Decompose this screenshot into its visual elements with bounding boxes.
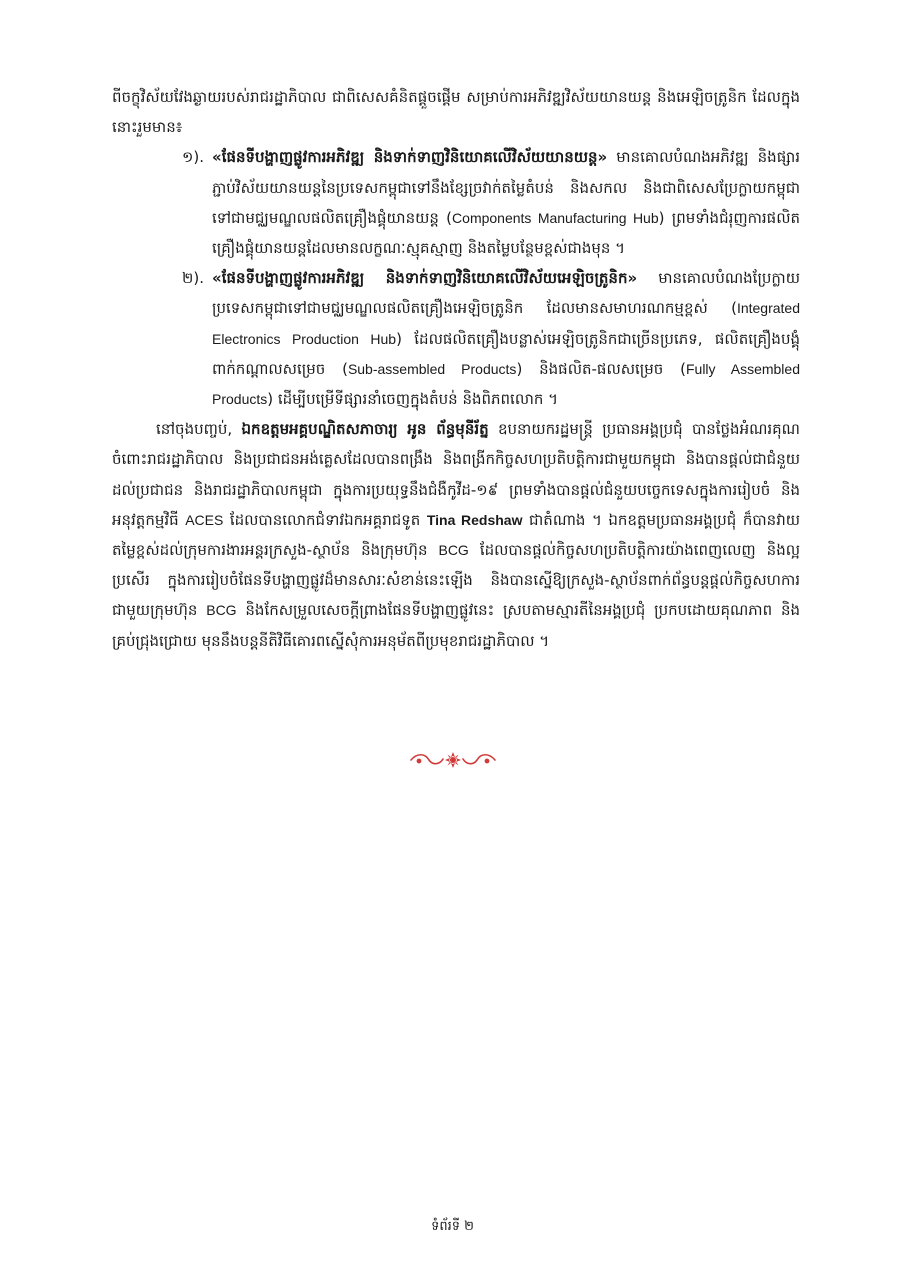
- latin-term: BCG: [438, 542, 469, 559]
- list-item-text: [212, 142, 800, 263]
- text-run: នៅចុងបញ្ចប់,: [156, 420, 242, 439]
- roadmap-title: «ផែនទីបង្ហាញផ្លូវការអភិវឌ្ឍ និងទាក់ទាញវិនិយោគលើវិស័យអេឡិចត្រូនិក»: [212, 269, 638, 288]
- closing-paragraph: [112, 414, 800, 656]
- list-number: ២).: [182, 269, 204, 288]
- list-number: ១).: [182, 148, 204, 167]
- latin-term: Integrated Electronics Production Hub: [212, 300, 800, 347]
- page-number: ទំព័រទី ២: [431, 1219, 474, 1234]
- latin-term: Components Manufacturing Hub: [452, 209, 659, 226]
- text-run: ដែលបានផ្ដល់កិច្ចសហប្រតិបត្តិការយ៉ាងពេញលេញ និងល្អប្រសើរ ក្នុងការរៀបចំផែនទីបង្ហាញផ្លូវដ៏មានសារៈសំខាន់នេះឡើង និងបានស្នើឱ្យក្រសួង-ស្ថាប័នពាក់ព័ន្ធបន្តផ្ដល់កិច្ចសហការជាមួយក្រុមហ៊ុន: [112, 541, 800, 620]
- text-run: ដែលបានលោកជំទាវឯកអគ្គរាជទូត: [223, 510, 427, 529]
- text-run: ) និងផលិត-ផលសម្រេច (: [516, 359, 686, 378]
- ambassador-name: Tina Redshaw: [426, 511, 523, 528]
- text-run: ជាតំណាង ។ ឯកឧត្តមប្រធានអង្គប្រជុំ ក៏បានវាយតម្លៃខ្ពស់ដល់ក្រុមការងារអន្តរក្រសួង-ស្ថាប័ន និងក្រុមហ៊ុន: [112, 510, 800, 560]
- list-item-text: [212, 263, 800, 414]
- latin-term: Fully Assembled Products: [212, 360, 800, 408]
- text-run: ) ដែលផលិតគ្រឿងបន្លាស់អេឡិចត្រូនិកជាច្រើនប្រភេទ, ផលិតគ្រឿងបង្គុំពាក់កណ្ដាលសម្រេច (: [212, 329, 800, 378]
- text-run: មានគោលបំណងអភិវឌ្ឍ និងផ្សារភ្ជាប់វិស័យយានយន្តនៃប្រទេសកម្ពុជាទៅនឹងខ្សែច្រវាក់តម្លៃតំបន់ និងសកល និងជាពិសេសប្រែក្លាយកម្ពុជាទៅជាមជ្ឈមណ្ឌលផលិតគ្រឿងផ្គុំយានយន្ត (: [212, 148, 800, 227]
- list-item-1: [112, 142, 800, 263]
- latin-term: Sub-assembled Products: [347, 360, 517, 377]
- text-run: ) ដើម្បីបម្រើទីផ្សារនាំចេញក្នុងតំបន់ និងពិភពលោក ។: [267, 390, 559, 409]
- latin-term: BCG: [206, 602, 237, 619]
- text-run: ឧបនាយករដ្ឋមន្ត្រី ប្រធានអង្គប្រជុំ បានថ្លែងអំណរគុណចំពោះរាជរដ្ឋាភិបាល និងប្រជាជនអង់គ្លេសដែលបានពង្រឹង និងពង្រីកកិច្ចសហប្រតិបត្តិការជាមួយកម្ពុជា និងបានផ្ដល់ជាជំនួយដល់ប្រជាជន និងរាជរដ្ឋាភិបាលកម្ពុជា ក្នុងការប្រយុទ្ធនឹងជំងឺកូវីដ-១៩ ព្រមទាំងបានផ្ដល់ជំនួយបច្ចេកទេសក្នុងការរៀបចំ និងអនុវត្តកម្មវិធី: [112, 420, 800, 529]
- intro-paragraph: ពីចក្ខុវិស័យវែងឆ្ងាយរបស់រាជរដ្ឋាភិបាល ជាពិសេសគំនិតផ្ដួចផ្ដើម សម្រាប់ការអភិវឌ្ឍវិស័យយានយន្ត និងអេឡិចត្រូនិក ដែលក្នុងនោះរួមមាន៖: [112, 88, 800, 137]
- ornament-divider-icon: [407, 750, 499, 770]
- text-run: និងកែសម្រួលសេចក្ដីព្រាងផែនទីបង្ហាញផ្លូវនេះ ស្របតាមស្មារតីនៃអង្គប្រជុំ ប្រកបដោយគុណភាព និងគ្រប់ជ្រុងជ្រោយ មុននឹងបន្តនីតិវិធីគោរពស្នើសុំការអនុម័តពីប្រមុខរាជរដ្ឋាភិបាល ។: [112, 601, 800, 650]
- text-run: ) ព្រមទាំងជំរុញការផលិតគ្រឿងផ្គុំយានយន្តដែលមានលក្ខណៈស្មុគស្មាញ និងតម្លៃបន្ថែមខ្ពស់ជាងមុន ។: [212, 208, 800, 258]
- list-item-2: [112, 263, 800, 414]
- roadmap-title: «ផែនទីបង្ហាញផ្លូវការអភិវឌ្ឍ និងទាក់ទាញវិនិយោគលើវិស័យយានយន្ត»: [212, 148, 608, 167]
- text-run: មានគោលបំណងប្រែក្លាយប្រទេសកម្ពុជាទៅជាមជ្ឈមណ្ឌលផលិតគ្រឿងអេឡិចត្រូនិក ដែលមានសមាហរណកម្មខ្ពស់ (: [212, 269, 800, 318]
- body-text: [112, 82, 800, 656]
- latin-term: ACES: [185, 511, 224, 528]
- official-name: ឯកឧត្តមអគ្គបណ្ឌិតសភាចារ្យ អូន ព័ន្ធមុនីរ័ត្ន: [241, 420, 489, 439]
